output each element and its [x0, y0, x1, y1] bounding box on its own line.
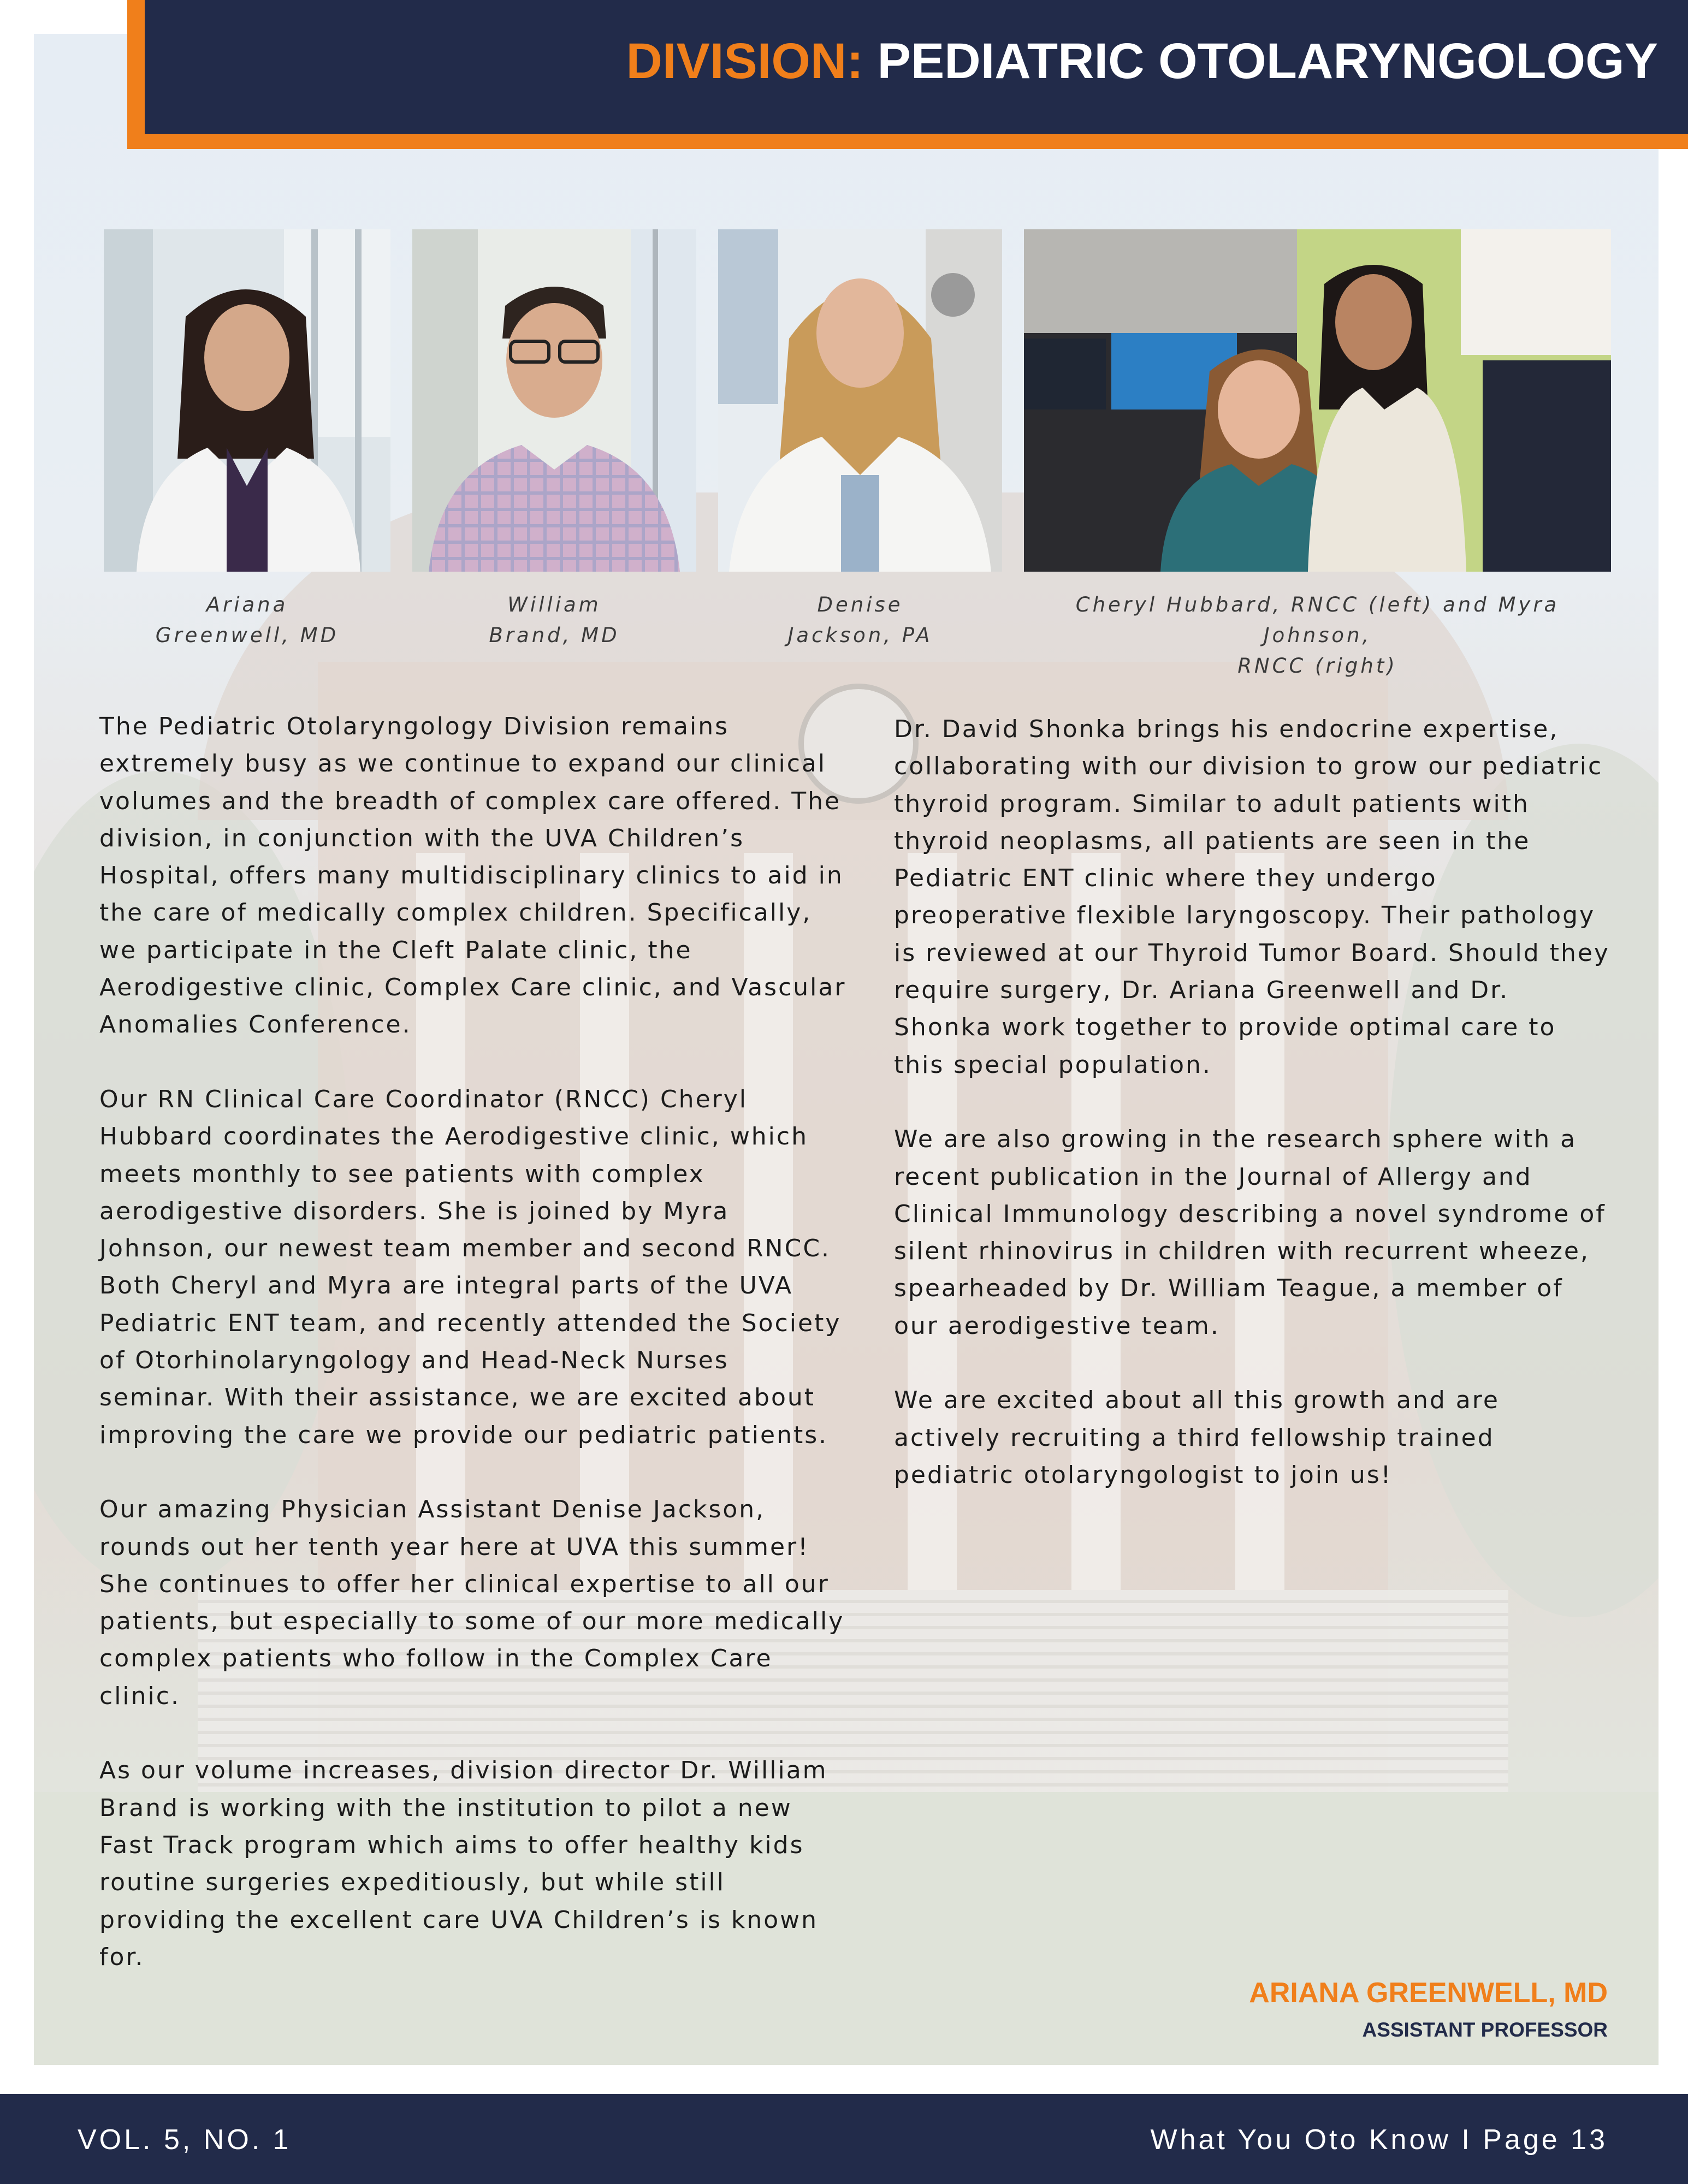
header-banner	[145, 0, 1688, 134]
caption-line: RNCC (right)	[1237, 654, 1397, 678]
article-left-column	[99, 708, 853, 2013]
article-paragraph: We are excited about all this growth and are actively recruiting a third fellowship trained pediatric otolaryngologist to join us!	[894, 1386, 1500, 1489]
caption-line: Ariana	[206, 593, 288, 616]
photo-william-brand	[412, 229, 696, 572]
article-paragraph: We are also growing in the research sphere with a recent publication in the Journal of Allergy and Clinical Immunology describing a novel syndrome of silent rhinovirus in children with recurrent wheeze, spearheaded by Dr. William Teague, a member of our aerodigestive team.	[894, 1125, 1606, 1340]
caption-william-brand	[412, 590, 696, 651]
footer-page-label: What You Oto Know I Page 13	[1150, 2124, 1608, 2156]
footer-volume: VOL. 5, NO. 1	[78, 2124, 292, 2156]
photo-ariana-greenwell	[104, 229, 390, 572]
caption-denise-jackson	[718, 590, 1002, 651]
caption-line: Brand, MD	[489, 624, 620, 647]
author-name: ARIANA GREENWELL, MD	[1249, 1977, 1608, 2009]
caption-cheryl-hubbard-myra-johnson	[1024, 590, 1611, 681]
title-main: PEDIATRIC OTOLARYNGOLOGY	[877, 33, 1658, 89]
page-title	[626, 33, 1658, 90]
caption-line: Cheryl Hubbard, RNCC (left) and Myra Johnson,	[1075, 593, 1560, 647]
article-paragraph: Dr. David Shonka brings his endocrine expertise, collaborating with our division to grow our pediatric thyroid program. Similar to adult patients with thyroid neoplasms, all patients are seen in the Pediatric ENT clinic where they undergo preoperative flexible laryngoscopy. Their pathology is reviewed at our Thyroid Tumor Board. Should they require surgery, Dr. Ariana Greenwell and Dr. Shonka work together to provide optimal care to this special population.	[894, 715, 1610, 1079]
article-paragraph: As our volume increases, division director Dr. William Brand is working with the institution to pilot a new Fast Track program which aims to offer healthy kids routine surgeries expeditiously, but while still providing the excellent care UVA Children’s is known for.	[99, 1756, 828, 1971]
author-title: ASSISTANT PROFESSOR	[1362, 2019, 1608, 2041]
footer-bar	[0, 2094, 1688, 2184]
article-right-column	[894, 711, 1615, 1532]
caption-line: Denise	[817, 593, 903, 616]
article-paragraph: Our amazing Physician Assistant Denise Jackson, rounds out her tenth year here at UVA this summer! She continues to offer her clinical expertise to all our patients, but especially to some of our more medically complex patients who follow in the Complex Care clinic.	[99, 1495, 845, 1710]
photo-denise-jackson	[718, 229, 1002, 572]
title-prefix: DIVISION:	[626, 33, 863, 89]
caption-line: Greenwell, MD	[155, 624, 339, 647]
caption-ariana-greenwell	[104, 590, 390, 651]
article-paragraph: Our RN Clinical Care Coordinator (RNCC) Cheryl Hubbard coordinates the Aerodigestive clinic, which meets monthly to see patients with complex aerodigestive disorders. She is joined by Myra Johnson, our newest team member and second RNCC. Both Cheryl and Myra are integral parts of the UVA Pediatric ENT team, and recently attended the Society of Otorhinolaryngology and Head-Neck Nurses seminar. With their assistance, we are excited about improving the care we provide our pediatric patients.	[99, 1085, 842, 1449]
article-paragraph: The Pediatric Otolaryngology Division remains extremely busy as we continue to expand our clinical volumes and the breadth of complex care offered. The division, in conjunction with the UVA Children’s Hospital, offers many multidisciplinary clinics to aid in the care of medically complex children. Specifically, we participate in the Cleft Palate clinic, the Aerodigestive clinic, Complex Care clinic, and Vascular Anomalies Conference.	[99, 713, 846, 1039]
caption-line: William	[507, 593, 601, 616]
caption-line: Jackson, PA	[787, 624, 933, 647]
photo-cheryl-hubbard-myra-johnson	[1024, 229, 1611, 572]
